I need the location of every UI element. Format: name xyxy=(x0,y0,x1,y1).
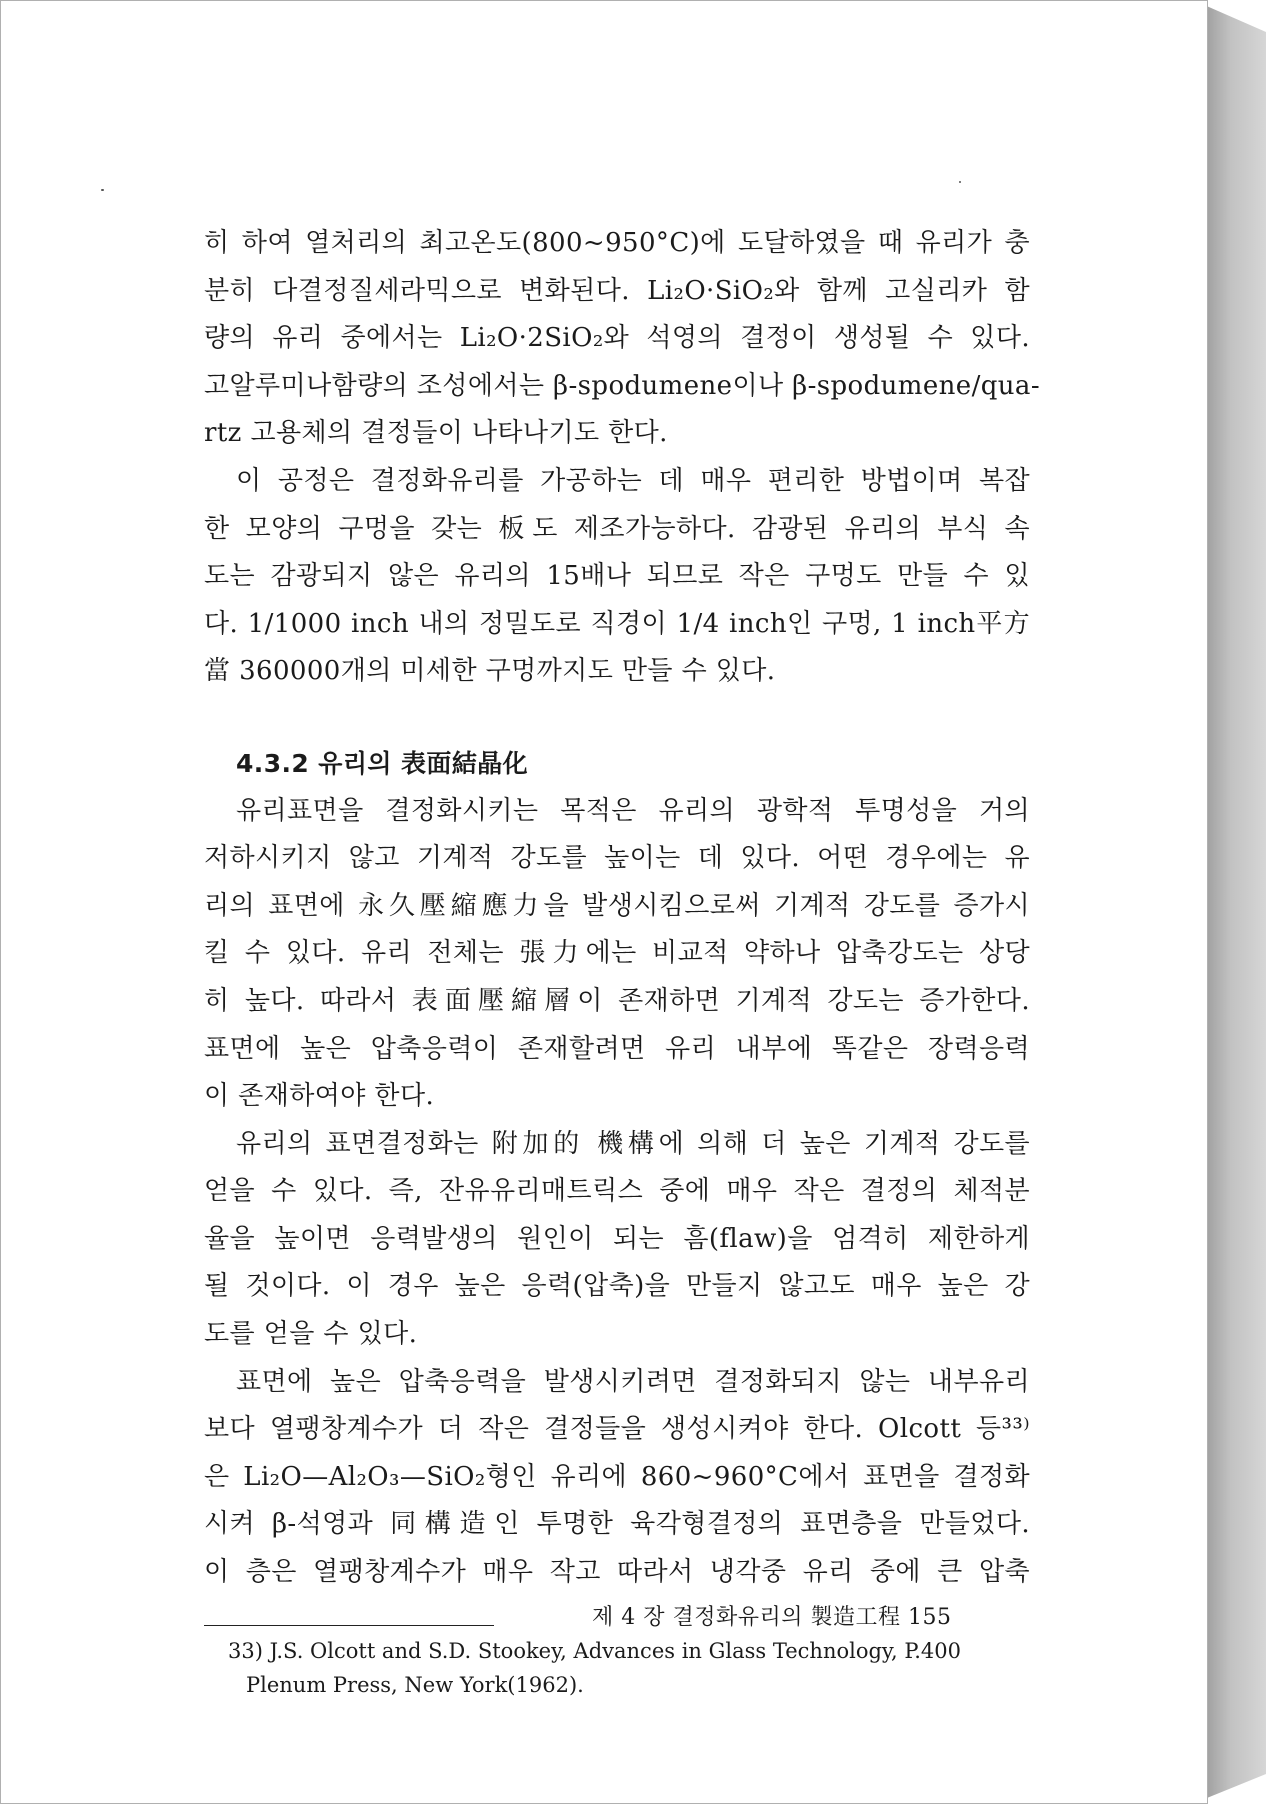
text-line: 킬 수 있다. 유리 전체는 張力에는 비교적 약하나 압축강도는 상당 xyxy=(204,938,1030,969)
text-line: 될 것이다. 이 경우 높은 응력(압축)을 만들지 않고도 매우 높은 강 xyxy=(204,1271,1030,1302)
text-line: 히 하여 열처리의 최고온도(800~950°C)에 도달하였을 때 유리가 충 xyxy=(204,228,1030,258)
text-line: 율을 높이면 응력발생의 원인이 되는 흠(flaw)을 엄격히 제한하게 xyxy=(204,1223,1030,1254)
text-line: 분히 다결정질세라믹으로 변화된다. Li₂O·SiO₂와 함께 고실리카 함 xyxy=(204,275,1030,306)
text-line: 이 존재하여야 한다. xyxy=(204,1081,435,1112)
text-line: 한 모양의 구멍을 갖는 板도 제조가능하다. 감광된 유리의 부식 속 xyxy=(204,513,1030,544)
page-body xyxy=(204,220,1041,1702)
paragraph-3 xyxy=(204,788,1030,1121)
text-line: 이 층은 열팽창계수가 매우 작고 따라서 냉각중 유리 중에 큰 압축 xyxy=(204,1557,1030,1588)
text-line: 유리의 표면결정화는 附加的 機構에 의해 더 높은 기계적 강도를 xyxy=(236,1128,1030,1159)
text-line: 보다 열팽창계수가 더 작은 결정들을 생성시켜야 한다. Olcott 등³³⁾ xyxy=(204,1414,1030,1445)
paragraph-4 xyxy=(204,1121,1030,1359)
text-line: 도는 감광되지 않은 유리의 15배나 되므로 작은 구멍도 만들 수 있 xyxy=(204,561,1030,592)
text-line: 고알루미나함량의 조성에서는 β-spodumene이나 β-spodumene/qua- xyxy=(204,370,1041,401)
scan-speck xyxy=(959,181,961,183)
text-line: 시켜 β-석영과 同構造인 투명한 육각형결정의 표면층을 만들었다. xyxy=(204,1509,1030,1540)
footnote-line: 33) J.S. Olcott and S.D. Stookey, Advances in Glass Technology, P.400 xyxy=(228,1638,961,1663)
page-footer: 제 4 장 결정화유리의 製造工程 155 xyxy=(592,1605,952,1630)
text-line: 표면에 높은 압축응력이 존재할려면 유리 내부에 똑같은 장력응력 xyxy=(204,1033,1030,1064)
footnote xyxy=(204,1634,1030,1702)
paragraph-2 xyxy=(204,458,1030,696)
text-line: 도를 얻을 수 있다. xyxy=(204,1319,418,1350)
text-line: rtz 고용체의 결정들이 나타나기도 한다. xyxy=(204,418,668,449)
footnote-line: Plenum Press, New York(1962). xyxy=(246,1672,584,1697)
page-edge-shadow xyxy=(1202,4,1266,1800)
text-line: 히 높다. 따라서 表面壓縮層이 존재하면 기계적 강도는 증가한다. xyxy=(204,985,1030,1016)
text-line: 얻을 수 있다. 즉, 잔유유리매트릭스 중에 매우 작은 결정의 체적분 xyxy=(204,1176,1030,1207)
text-line: 이 공정은 결정화유리를 가공하는 데 매우 편리한 방법이며 복잡 xyxy=(236,465,1030,496)
text-line: 다. 1/1000 inch 내의 정밀도로 직경이 1/4 inch인 구멍, 1 inch平方 xyxy=(204,608,1030,639)
text-line: 저하시키지 않고 기계적 강도를 높이는 데 있다. 어떤 경우에는 유 xyxy=(204,843,1030,874)
text-line: 當 360000개의 미세한 구멍까지도 만들 수 있다. xyxy=(204,656,776,687)
footnote-divider xyxy=(204,1625,494,1626)
scan-speck xyxy=(101,189,104,191)
text-line: 유리표면을 결정화시키는 목적은 유리의 광학적 투명성을 거의 xyxy=(236,795,1030,826)
text-line: 은 Li₂O—Al₂O₃—SiO₂형인 유리에 860~960°C에서 표면을 결정화 xyxy=(204,1461,1030,1492)
section-heading: 4.3.2 유리의 表面結晶化 xyxy=(236,748,529,778)
section-gap xyxy=(204,696,1030,740)
paragraph-1 xyxy=(204,220,1041,458)
paragraph-5 xyxy=(204,1359,1030,1597)
text-line: 리의 표면에 永久壓縮應力을 발생시킴으로써 기계적 강도를 증가시 xyxy=(204,890,1030,921)
text-line: 량의 유리 중에서는 Li₂O·2SiO₂와 석영의 결정이 생성될 수 있다. xyxy=(204,323,1030,354)
text-line: 표면에 높은 압축응력을 발생시키려면 결정화되지 않는 내부유리 xyxy=(236,1366,1030,1397)
